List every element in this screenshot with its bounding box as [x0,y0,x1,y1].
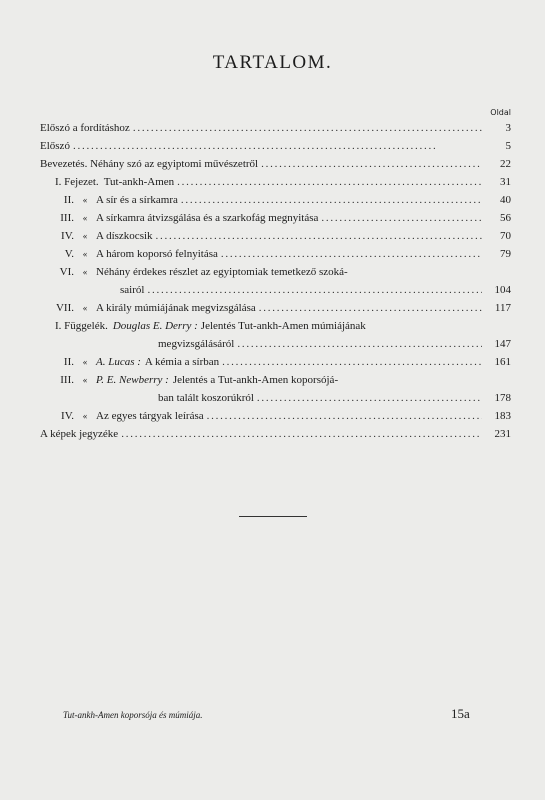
toc-entry [40,407,511,425]
toc-entry [40,317,511,335]
ditto-mark: « [82,375,88,385]
toc-entry [40,209,511,227]
toc-entry-text: A képek jegyzéke [40,428,119,440]
toc-entry-page: 183 [494,410,511,422]
toc-entry-page: 3 [505,122,511,134]
toc-entry [40,263,511,281]
toc-entry-text: megvizsgálásáról [158,338,235,350]
toc-entry-author: Douglas E. Derry : [112,320,198,332]
dot-leader [321,209,482,227]
dot-leader [207,407,482,425]
toc-entry [40,191,511,209]
toc-entry-number: III. [60,374,74,386]
toc-entry-text: Jelentés Tut-ankh-Amen múmiájának [200,320,366,332]
toc-entry-author: P. E. Newberry : [96,374,169,386]
page-number: 15a [451,706,470,721]
toc-entry-page: 104 [494,284,511,296]
toc-entry-text: Tut-ankh-Amen [103,176,175,188]
toc-entry-page: 161 [494,356,511,368]
toc-entry-number: II. [63,356,74,368]
toc-entry [40,227,511,245]
divider-rule [239,516,307,517]
table-of-contents [40,119,511,443]
toc-entry-page: 117 [494,302,511,314]
toc-entry-continuation [40,335,511,353]
page-column-label: Oldal [490,108,511,117]
toc-entry [40,425,511,443]
toc-entry-text: A kémia a sírban [144,356,220,368]
dot-leader [261,155,482,173]
toc-entry-page: 56 [500,212,511,224]
ditto-mark: « [82,231,88,241]
toc-entry-text: A király múmiájának megvizsgálása [96,302,256,314]
toc-entry-page: 40 [500,194,511,206]
toc-entry-text: A sírkamra átvizsgálása és a szarkofág megnyitása [96,212,319,224]
toc-entry-text: sairól [120,284,145,296]
dot-leader [121,425,482,443]
ditto-mark: « [82,357,88,367]
dot-leader [222,353,482,371]
ditto-mark: « [82,303,88,313]
toc-entry-continuation [40,389,511,407]
toc-entry-text: A három koporsó felnyitása [96,248,218,260]
dot-leader [177,173,482,191]
toc-entry-page: 22 [500,158,511,170]
toc-entry [40,353,511,371]
ditto-mark: « [82,213,88,223]
footer-caption: Tut-ankh-Amen koporsója és múmiája. [63,710,203,720]
toc-entry-text: Előszó [40,140,70,152]
toc-entry-page: 70 [500,230,511,242]
toc-entry-number: I. Fejezet. [55,176,99,188]
ditto-mark: « [82,411,88,421]
toc-entry-author: A. Lucas : [96,356,141,368]
toc-entry-number: I. Függelék. [55,320,108,332]
toc-entry [40,245,511,263]
toc-entry-number: II. [63,194,74,206]
toc-entry-text: A díszkocsik [96,230,153,242]
toc-entry [40,155,511,173]
toc-entry-number: IV. [61,230,74,242]
dot-leader [257,389,482,407]
dot-leader [259,299,482,317]
toc-entry-text: Az egyes tárgyak leírása [96,410,204,422]
toc-entry-continuation [40,281,511,299]
dot-leader [181,191,482,209]
dot-leader [221,245,482,263]
toc-entry-number: III. [60,212,74,224]
toc-entry-page: 31 [500,176,511,188]
toc-entry-page: 147 [494,338,511,350]
toc-entry-text: A sír és a sírkamra [96,194,178,206]
toc-entry-text: Előszó a fordításhoz [40,122,130,134]
toc-entry-number: IV. [61,410,74,422]
toc-entry-page: 5 [505,140,511,152]
toc-entry-text: Jelentés a Tut-ankh-Amen koporsójá- [172,374,339,386]
ditto-mark: « [82,195,88,205]
toc-entry [40,299,511,317]
toc-entry-number: VII. [55,302,74,314]
toc-entry-text: Néhány érdekes részlet az egyiptomiak temetkező szoká- [96,266,348,278]
toc-entry-number: V. [64,248,74,260]
dot-leader [237,335,482,353]
toc-entry-page: 231 [494,428,511,440]
toc-entry [40,371,511,389]
page-title: TARTALOM. [212,52,333,73]
toc-entry [40,137,511,155]
toc-entry-page: 79 [500,248,511,260]
dot-leader [133,119,482,137]
toc-entry-number: VI. [59,266,74,278]
toc-entry-text: Bevezetés. Néhány szó az egyiptomi művészetről [40,158,259,170]
dot-leader [147,281,482,299]
toc-entry [40,173,511,191]
ditto-mark: « [82,267,88,277]
ditto-mark: « [82,249,88,259]
toc-entry-text: ban talált koszorúkról [158,392,254,404]
dot-leader [156,227,482,245]
dot-leader [73,137,482,155]
toc-entry-page: 178 [494,392,511,404]
toc-entry [40,119,511,137]
